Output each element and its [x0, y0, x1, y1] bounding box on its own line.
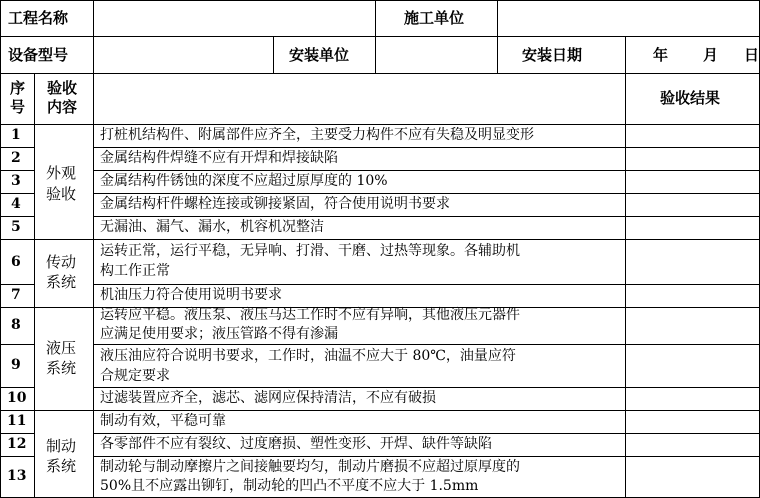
rule — [0, 147, 34, 148]
row-text: 合规定要求 — [100, 368, 170, 384]
category-brake-line2: 系统 — [46, 457, 77, 475]
category-transmission-line1: 传动 — [46, 253, 77, 271]
row-text: 应满足使用要求；液压管路不得有渗漏 — [100, 326, 338, 342]
category-appearance-line2: 验收 — [46, 185, 77, 203]
row-number: 7 — [11, 287, 21, 303]
rule — [0, 433, 34, 434]
row-number: 6 — [11, 254, 21, 270]
row-number: 1 — [11, 127, 21, 143]
rule — [0, 73, 760, 74]
row-text: 机油压力符合使用说明书要求 — [100, 287, 282, 303]
rule — [497, 0, 498, 36]
rule — [93, 193, 760, 194]
rule — [93, 170, 760, 171]
row-number: 3 — [11, 173, 21, 189]
rule — [93, 344, 760, 345]
row-text: 金属结构件锈蚀的深度不应超过原厚度的 10% — [100, 173, 388, 189]
rule — [0, 216, 34, 217]
rule — [93, 216, 760, 217]
date-day-label: 日 — [744, 46, 760, 64]
row-text: 无漏油、漏气、漏水，机容机况整洁 — [100, 219, 324, 235]
rule — [93, 0, 94, 498]
rule — [0, 170, 34, 171]
row-text: 运转正常，运行平稳，无异响、打滑、干磨、过热等现象。各辅助机 — [100, 243, 520, 259]
row-text: 金属结构件焊缝不应有开焊和焊接缺陷 — [100, 150, 338, 166]
content-header-line2: 内容 — [47, 98, 78, 116]
result-header: 验收结果 — [660, 89, 721, 107]
rule — [497, 36, 498, 73]
project-name-label: 工程名称 — [8, 9, 69, 27]
row-text: 各零部件不应有裂纹、过度磨损、塑性变形、开焊、缺件等缺陷 — [100, 436, 492, 452]
rule — [0, 239, 760, 240]
row-number: 11 — [7, 413, 27, 429]
row-text: 50%且不应露出铆钉，制动轮的凹凸不平度不应大于 1.5mm — [100, 478, 479, 494]
row-text: 构工作正常 — [100, 263, 170, 279]
install-unit-label: 安装单位 — [289, 46, 350, 64]
rule — [0, 36, 760, 37]
rule — [0, 124, 760, 125]
rule — [34, 73, 35, 498]
row-number: 5 — [11, 219, 21, 235]
row-number: 9 — [11, 357, 21, 373]
row-number: 13 — [7, 468, 27, 484]
rule — [0, 456, 34, 457]
rule — [0, 0, 760, 1]
row-text: 运转应平稳。液压泵、液压马达工作时不应有异响，其他液压元器件 — [100, 307, 520, 323]
row-text: 液压油应符合说明书要求，工作时，油温不应大于 80℃，油量应符 — [100, 348, 516, 364]
rule — [93, 284, 760, 285]
date-month-label: 月 — [703, 46, 719, 64]
category-transmission-line2: 系统 — [46, 273, 77, 291]
row-text: 制动有效，平稳可靠 — [100, 413, 226, 429]
row-text: 金属结构杆件螺栓连接或铆接紧固，符合使用说明书要求 — [100, 196, 450, 212]
rule — [0, 284, 34, 285]
row-number: 12 — [7, 436, 27, 452]
content-header-line1: 验收 — [47, 79, 78, 97]
date-year-label: 年 — [653, 46, 669, 64]
rule — [93, 147, 760, 148]
rule — [0, 193, 34, 194]
row-text: 过滤装置应齐全，滤芯、滤网应保持清洁，不应有破损 — [100, 390, 436, 406]
row-number: 8 — [11, 317, 21, 333]
rule — [93, 456, 760, 457]
seq-header-line1: 序 — [10, 79, 26, 97]
rule — [0, 0, 1, 498]
install-date-label: 安装日期 — [522, 46, 583, 64]
seq-header-line2: 号 — [10, 98, 26, 116]
rule — [273, 36, 274, 73]
rule — [625, 36, 626, 498]
rule — [0, 410, 760, 411]
rule — [375, 0, 376, 36]
construction-unit-label: 施工单位 — [404, 9, 465, 27]
category-hydraulic-line1: 液压 — [46, 339, 77, 357]
row-number: 10 — [7, 390, 27, 406]
rule — [0, 387, 34, 388]
rule — [0, 344, 34, 345]
category-appearance-line1: 外观 — [46, 164, 77, 182]
category-brake-line1: 制动 — [46, 437, 77, 455]
row-number: 4 — [11, 196, 21, 212]
row-text: 打桩机结构件、附属部件应齐全，主要受力构件不应有失稳及明显变形 — [100, 127, 534, 143]
row-number: 2 — [11, 150, 21, 166]
rule — [93, 433, 760, 434]
rule — [93, 387, 760, 388]
category-hydraulic-line2: 系统 — [46, 359, 77, 377]
rule — [375, 36, 376, 73]
equipment-model-label: 设备型号 — [8, 46, 69, 64]
row-text: 制动轮与制动摩擦片之间接触要均匀，制动片磨损不应超过原厚度的 — [100, 459, 520, 475]
